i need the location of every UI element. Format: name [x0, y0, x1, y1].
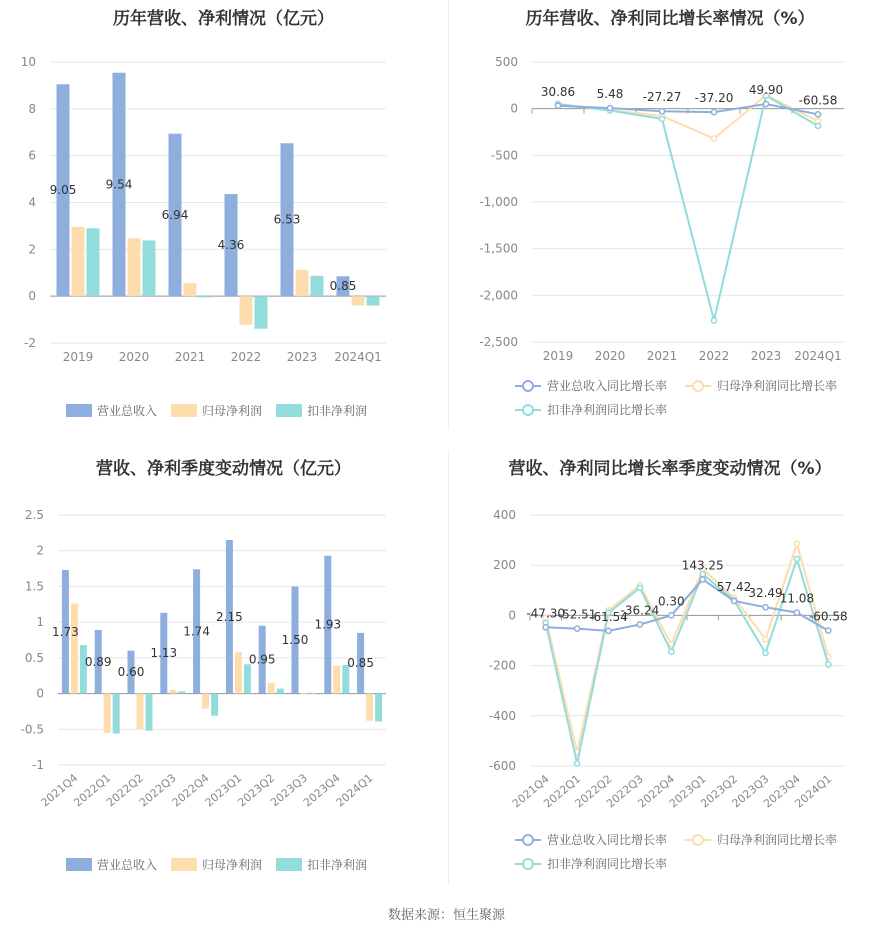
x-tick-label: 2024Q1 — [334, 350, 382, 364]
legend-label: 归母净利润 — [202, 404, 263, 418]
x-tick-label: 2022 — [698, 349, 730, 363]
legend-label: 归母净利润 — [202, 858, 263, 872]
x-tick-label: 2020 — [594, 349, 626, 363]
legend-label: 扣非净利润 — [307, 404, 368, 418]
legend-marker — [523, 405, 533, 415]
data-label: -61.54 — [589, 609, 628, 624]
data-label: -60.58 — [798, 93, 838, 108]
data-label: -36.24 — [620, 603, 660, 618]
legend-swatch — [171, 404, 197, 417]
chart-title: 历年营收、净利同比增长率情况（%） — [525, 9, 815, 29]
bar-扣非净利润 — [244, 664, 251, 693]
legend-marker — [523, 835, 533, 845]
legend-label: 扣非净利润同比增长率 — [547, 857, 668, 871]
series-point — [659, 109, 664, 114]
data-label: 2.15 — [216, 609, 243, 624]
x-tick-label: 2022Q1 — [541, 772, 584, 811]
data-label: -27.27 — [642, 90, 682, 105]
x-tick-label: 2021Q4 — [38, 771, 81, 810]
bar-归母净利润 — [184, 283, 197, 296]
y-tick-label: -2,500 — [479, 335, 518, 349]
bar-扣非净利润 — [310, 693, 317, 694]
legend-swatch — [66, 404, 92, 417]
chart-annual-growth — [447, 0, 893, 430]
y-tick-label: 1 — [36, 615, 44, 630]
y-tick-label: 200 — [493, 558, 516, 573]
x-tick-label: 2023Q3 — [729, 772, 772, 811]
y-tick-label: 2 — [28, 242, 36, 257]
series-point — [659, 116, 664, 121]
y-tick-label: -200 — [488, 658, 516, 673]
series-point — [794, 556, 799, 561]
x-tick-label: 2022Q1 — [71, 771, 114, 810]
series-point — [575, 761, 580, 766]
data-label: 1.93 — [314, 617, 342, 632]
data-label: 30.86 — [540, 84, 576, 99]
x-tick-label: 2022Q2 — [104, 771, 146, 810]
bar-归母净利润 — [240, 296, 253, 325]
y-tick-label: -0.5 — [20, 722, 44, 737]
data-label: 1.73 — [52, 624, 79, 639]
bar-归母净利润 — [169, 690, 176, 694]
bar-归母净利润 — [72, 227, 85, 296]
bar-归母净利润 — [301, 693, 308, 694]
y-tick-label: 6 — [28, 148, 36, 163]
legend-label: 营业总收入 — [97, 858, 158, 872]
y-tick-label: -400 — [488, 708, 516, 723]
series-point — [555, 103, 560, 108]
bar-扣非净利润 — [146, 694, 153, 731]
x-tick-label: 2023Q4 — [300, 771, 343, 810]
bar-扣非净利润 — [211, 694, 218, 716]
data-label: 0.89 — [84, 654, 112, 669]
y-tick-label: 2 — [36, 543, 44, 558]
bar-扣非净利润 — [367, 296, 380, 305]
legend-label: 归母净利润同比增长率 — [717, 833, 838, 847]
series-line-归母净利润同比增长率 — [546, 544, 829, 752]
x-tick-label: 2023Q1 — [666, 772, 709, 811]
bar-扣非净利润 — [199, 296, 212, 297]
legend-marker — [523, 381, 533, 391]
x-tick-label: 2022Q3 — [136, 771, 179, 810]
series-point — [763, 605, 768, 610]
x-tick-label: 2023Q4 — [761, 772, 803, 811]
series-point — [700, 577, 705, 582]
bar-归母净利润 — [333, 666, 340, 694]
y-tick-label: -600 — [488, 759, 516, 773]
series-point — [575, 626, 580, 631]
y-tick-label: -1,500 — [479, 241, 518, 256]
y-tick-label: 4 — [28, 195, 36, 210]
series-point — [815, 112, 820, 117]
series-point — [815, 123, 820, 128]
bar-归母净利润 — [366, 694, 373, 721]
y-tick-label: 8 — [28, 101, 36, 116]
series-point — [732, 598, 737, 603]
bar-扣非净利润 — [178, 691, 185, 693]
x-tick-label: 2021 — [646, 349, 678, 363]
x-tick-label: 2024Q1 — [333, 771, 376, 810]
bar-扣非净利润 — [113, 694, 120, 734]
legend-marker — [523, 859, 533, 869]
x-tick-label: 2022Q4 — [169, 771, 212, 810]
y-tick-label: -2 — [24, 336, 36, 350]
series-point — [763, 650, 768, 655]
y-tick-label: -1 — [32, 758, 44, 772]
data-label: 0.95 — [248, 652, 276, 667]
data-label: 57.42 — [716, 579, 752, 594]
y-tick-label: -500 — [490, 148, 518, 163]
series-point — [763, 637, 768, 642]
bar-扣非净利润 — [80, 645, 87, 694]
data-label: 1.13 — [150, 646, 178, 661]
panel-annual-growth — [447, 0, 893, 430]
y-tick-label: -2,000 — [479, 288, 518, 303]
series-point — [607, 106, 612, 111]
x-tick-label: 2023Q2 — [235, 771, 278, 810]
chart-title: 营收、净利同比增长率季度变动情况（%） — [508, 459, 832, 479]
panel-annual-bar — [0, 0, 447, 430]
bar-归母净利润 — [352, 296, 365, 305]
x-tick-label: 2019 — [542, 349, 574, 363]
x-tick-label: 2020 — [118, 350, 150, 364]
bar-归母净利润 — [202, 694, 209, 709]
data-label: 49.90 — [748, 83, 784, 98]
y-tick-label: 10 — [20, 55, 36, 69]
y-tick-label: 2.5 — [24, 508, 44, 522]
series-point — [763, 101, 768, 106]
data-label: -47.30 — [526, 606, 566, 621]
x-tick-label: 2023Q3 — [268, 771, 310, 810]
data-label: -60.58 — [808, 609, 848, 624]
series-point — [794, 541, 799, 546]
vertical-divider — [448, 450, 449, 885]
legend-swatch — [171, 858, 197, 871]
y-tick-label: 1.5 — [24, 579, 44, 594]
series-line-扣非净利润同比增长率 — [546, 559, 829, 764]
series-point — [606, 628, 611, 633]
x-tick-label: 2023Q1 — [202, 771, 245, 810]
chart-title: 历年营收、净利情况（亿元） — [113, 9, 334, 29]
chart-quarterly-revenue-profit — [0, 450, 447, 890]
x-tick-label: 2023 — [750, 349, 782, 363]
legend-marker — [693, 835, 703, 845]
data-label: 9.05 — [49, 183, 77, 198]
vertical-divider — [448, 0, 449, 430]
bar-归母净利润 — [71, 604, 78, 694]
y-tick-label: 0 — [510, 101, 518, 116]
y-tick-label: 0 — [36, 686, 44, 701]
bar-扣非净利润 — [277, 689, 284, 694]
series-point — [826, 628, 831, 633]
data-label: 0.85 — [347, 656, 374, 671]
y-tick-label: 400 — [493, 508, 516, 522]
series-point — [669, 649, 674, 654]
legend-label: 归母净利润同比增长率 — [717, 379, 838, 393]
x-tick-label: 2024Q1 — [792, 772, 835, 811]
bar-归母净利润 — [104, 694, 111, 733]
data-label: -52.51 — [557, 607, 597, 622]
data-label: 6.94 — [161, 207, 189, 222]
data-label: 32.49 — [748, 586, 783, 601]
legend-label: 营业总收入同比增长率 — [547, 833, 668, 847]
series-point — [637, 622, 642, 627]
data-label: 5.48 — [596, 87, 624, 102]
x-tick-label: 2022Q2 — [572, 772, 615, 811]
chart-quarterly-growth — [447, 450, 893, 890]
series-point — [543, 625, 548, 630]
x-tick-label: 2022Q3 — [604, 772, 646, 811]
data-label: 1.50 — [281, 633, 309, 647]
data-label: 9.54 — [105, 177, 133, 192]
series-point — [711, 318, 716, 323]
x-tick-label: 2024Q1 — [794, 349, 842, 363]
bar-归母净利润 — [235, 652, 242, 693]
y-tick-label: 0 — [508, 608, 516, 623]
y-tick-label: -1,000 — [479, 195, 518, 209]
x-tick-label: 2021Q4 — [509, 772, 552, 811]
series-point — [711, 136, 716, 141]
bar-扣非净利润 — [87, 228, 100, 296]
bar-扣非净利润 — [143, 240, 156, 296]
panel-quarterly-bar — [0, 450, 447, 890]
x-tick-label: 2021 — [174, 350, 206, 364]
data-label: 0.60 — [117, 665, 145, 680]
bar-归母净利润 — [137, 694, 144, 730]
data-label: 0.30 — [657, 594, 685, 609]
bar-扣非净利润 — [375, 694, 382, 722]
chart-title: 营收、净利季度变动情况（亿元） — [96, 459, 351, 479]
bar-归母净利润 — [128, 238, 141, 296]
data-label: 11.08 — [779, 591, 815, 606]
data-label: 6.53 — [273, 212, 301, 227]
legend-marker — [693, 381, 703, 391]
bar-扣非净利润 — [311, 276, 324, 296]
series-point — [826, 662, 831, 667]
series-point — [669, 613, 674, 618]
x-tick-label: 2019 — [62, 350, 94, 364]
y-tick-label: 0.5 — [24, 650, 44, 665]
data-label: -37.20 — [694, 91, 734, 106]
legend-label: 扣非净利润同比增长率 — [547, 403, 668, 417]
bar-归母净利润 — [268, 683, 275, 694]
legend-label: 营业总收入 — [97, 404, 158, 418]
x-tick-label: 2023 — [286, 350, 318, 364]
series-point — [637, 585, 642, 590]
bar-归母净利润 — [296, 270, 309, 296]
legend-swatch — [276, 858, 302, 871]
panel-quarterly-growth — [447, 450, 893, 890]
data-source: 数据来源：恒生聚源 — [387, 908, 505, 923]
data-label: 0.85 — [329, 279, 357, 294]
legend-swatch — [276, 404, 302, 417]
legend-swatch — [66, 858, 92, 871]
legend-label: 营业总收入同比增长率 — [547, 379, 668, 393]
x-tick-label: 2022Q4 — [635, 772, 678, 811]
x-tick-label: 2023Q2 — [698, 772, 741, 811]
data-label: 1.74 — [183, 624, 210, 639]
data-label: 4.36 — [217, 238, 245, 253]
series-point — [711, 110, 716, 115]
series-line-归母净利润同比增长率 — [558, 95, 818, 138]
series-line-扣非净利润同比增长率 — [558, 96, 818, 321]
y-tick-label: 500 — [495, 55, 518, 69]
x-tick-label: 2022 — [230, 350, 262, 364]
legend-label: 扣非净利润 — [307, 858, 368, 872]
series-point — [794, 610, 799, 615]
y-tick-label: 0 — [28, 289, 36, 304]
data-label: 143.25 — [681, 558, 724, 573]
bar-扣非净利润 — [255, 296, 268, 329]
chart-annual-revenue-profit — [0, 0, 447, 430]
